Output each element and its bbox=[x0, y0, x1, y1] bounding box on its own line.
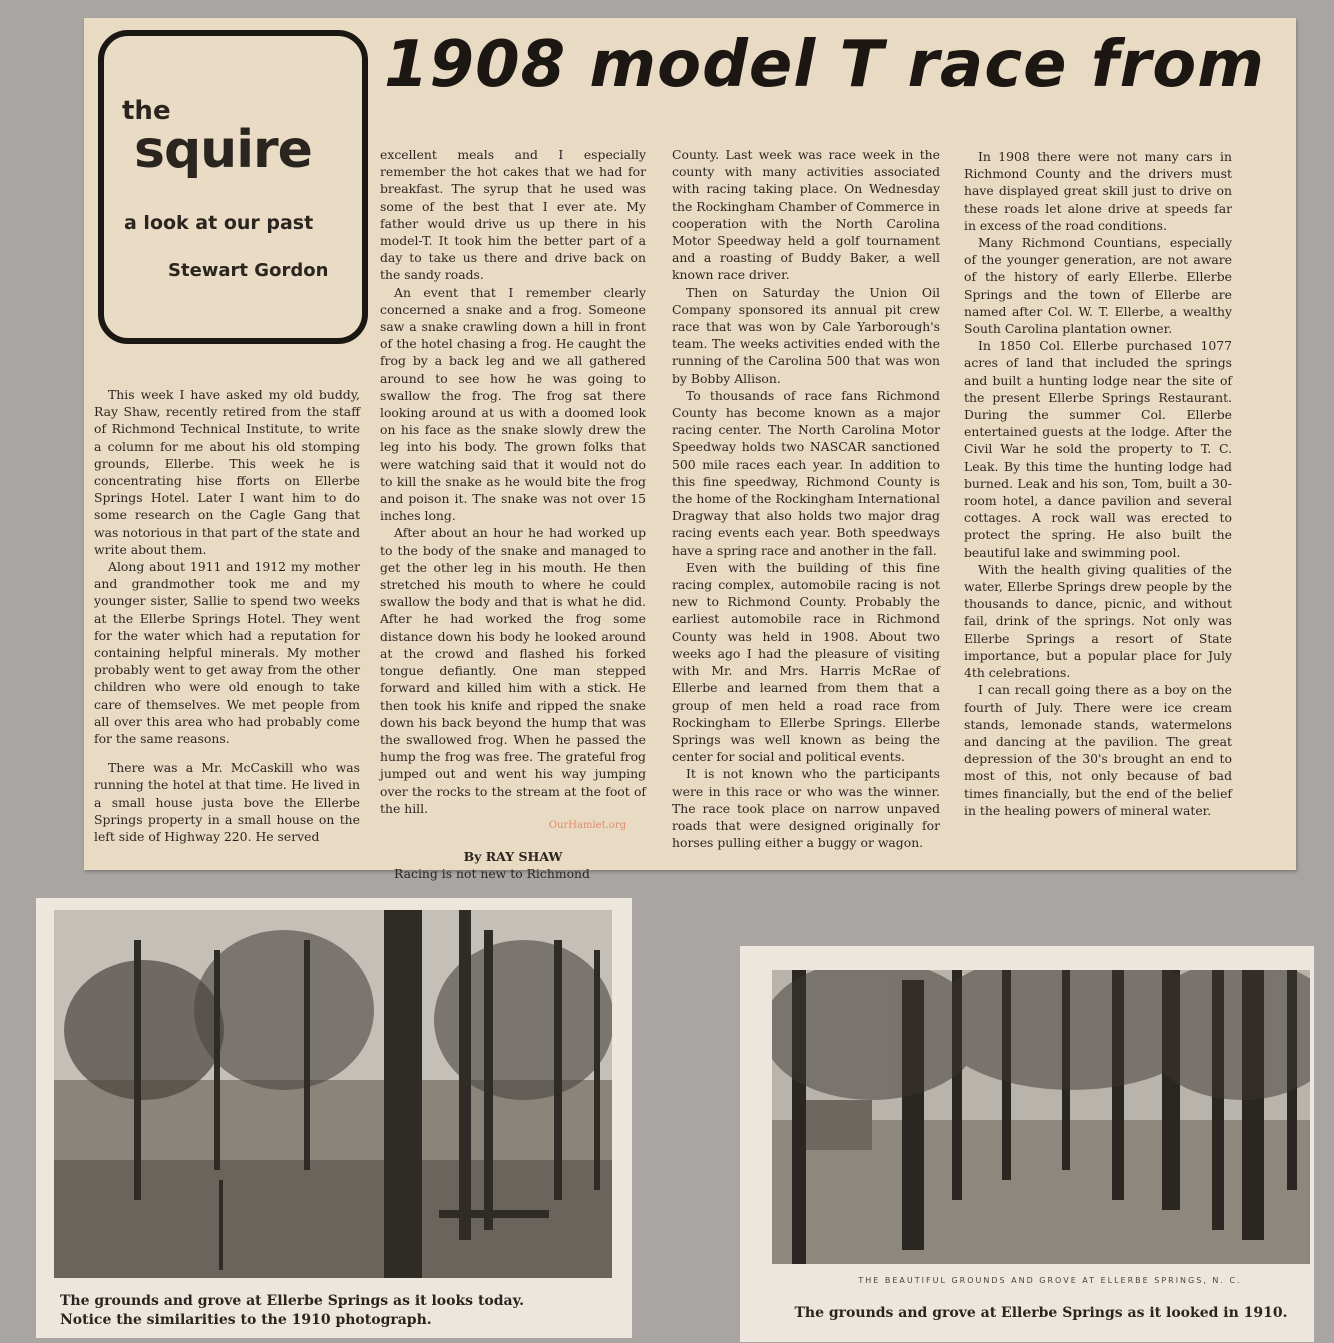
newspaper-article-clipping bbox=[84, 18, 1296, 882]
paragraph: Racing is not new to Richmond bbox=[394, 866, 590, 882]
column-logo-the: the bbox=[122, 96, 171, 126]
text-column-1 bbox=[94, 386, 360, 845]
text-column-4 bbox=[964, 148, 1232, 819]
paragraph: County. Last week was race week in the county with many activities associated with racing taking place. On Wednesday the Rockingham Chamber of Commerce in cooperation with the North Carolina Motor Speedway held a golf tournament and a roasting of Buddy Baker, a well known race driver. bbox=[672, 147, 940, 283]
text-column-3 bbox=[672, 146, 940, 851]
paragraph: It is not known who the participants were in this race or who was the winner. The race took place on narrow unpaved roads that were designed originally for horses pulling either a buggy or wagon. bbox=[672, 766, 940, 851]
photo-caption-1910: The grounds and grove at Ellerbe Springs as it looked in 1910. bbox=[794, 1305, 1288, 1321]
headline: 1908 model T race from bbox=[384, 28, 1265, 102]
text-column-2 bbox=[380, 146, 646, 883]
paragraph: This week I have asked my old buddy, Ray Shaw, recently retired from the staff of Richmond Technical Institute, to write a column for me about his old stomping grounds, Ellerbe. This week he is concentrating hise fforts on Ellerbe Springs Hotel. Later I want him to do some research on the Cagle Gang that was notorious in that part of the state and write about them. bbox=[94, 387, 360, 557]
paragraph: With the health giving qualities of the water, Ellerbe Springs drew people by the thousands to dance, picnic, and without fail, drink of the springs. Not only was Ellerbe Springs a resort of State importance, but a popular place for July 4th celebrations. bbox=[964, 561, 1232, 681]
column-author: Stewart Gordon bbox=[168, 260, 329, 281]
column-tagline: a look at our past bbox=[124, 212, 314, 234]
section-byline: By RAY SHAW bbox=[463, 849, 563, 865]
grove-photo-1910 bbox=[772, 970, 1310, 1264]
paragraph: Even with the building of this fine racing complex, automobile racing is not new to Richmond County. Probably the earliest automobile race in Richmond County was held in 1908. About two weeks ago I had the pleasure of visiting with Mr. and Mrs. Harris McRae of Ellerbe and learned from them that a group of men held a road race from Rockingham to Ellerbe Springs. Ellerbe Springs was well known as being the center for social and political events. bbox=[672, 559, 940, 765]
photo-clipping-today bbox=[36, 898, 632, 1338]
paragraph: After about an hour he had worked up to the body of the snake and managed to get the other leg in his mouth. He then stretched his mouth to where he could swallow the body and that is what he did. After he had worked the frog some distance down his body he looked around at the crowd and flashed his forked tongue defiantly. One man stepped forward and killed him with a stick. He then took his knife and ripped the snake down his back beyond the hump that was the swallowed frog. When he passed the hump the frog was free. The grateful frog jumped out and went his way jumping over the rocks to the stream at the foot of the hill. bbox=[380, 525, 646, 816]
paragraph: Many Richmond Countians, especially of the younger generation, are not aware of the history of early Ellerbe. Ellerbe Springs and the town of Ellerbe are named after Col. W. T. Ellerbe, a wealthy South Carolina plantation owner. bbox=[964, 235, 1232, 337]
photo-clipping-1910 bbox=[740, 946, 1314, 1342]
watermark-text: OurHamlet.org bbox=[548, 819, 626, 831]
caption-line: Notice the similarities to the 1910 photograph. bbox=[60, 1312, 432, 1328]
paragraph: excellent meals and I especially remember the hot cakes that we had for breakfast. The syrup that he used was some of the best that I ever ate. My father would drive us up there in his model-T. It took him the better part of a day to take us there and drive back on the sandy roads. bbox=[380, 147, 646, 283]
grove-photo-today bbox=[54, 910, 612, 1278]
paragraph: Then on Saturday the Union Oil Company sponsored its annual pit crew race that was won by Cale Yarborough's team. The weeks activities ended with the running of the Carolina 500 that was won by Bobby Allison. bbox=[672, 284, 940, 386]
paragraph: In 1850 Col. Ellerbe purchased 1077 acres of land that included the springs and built a hunting lodge near the site of the present Ellerbe Springs Restaurant. During the summer Col. Ellerbe entertained guests at the lodge. After the Civil War he sold the property to T. C. Leak. By this time the hunting lodge had burned. Leak and his son, Tom, built a 30-room hotel, a dance pavilion and several cottages. A rock wall was erected to protect the spring. He also built the beautiful lake and swimming pool. bbox=[964, 338, 1232, 560]
paragraph: To thousands of race fans Richmond County has become known as a major racing center. The North Carolina Motor Speedway holds two NASCAR sanctioned 500 mile races each year. In addition to this fine speedway, Richmond County is the home of the Rockingham International Dragway that also holds two major drag racing events each year. Both speedways have a spring race and another in the fall. bbox=[672, 387, 940, 558]
paragraph: I can recall going there as a boy on the fourth of July. There were ice cream stands, lemonade stands, watermelons and dancing at the pavilion. The great depression of the 30's brought an end to most of this, not only because of bad times financially, but the end of the belief in the healing powers of mineral water. bbox=[964, 682, 1232, 818]
paragraph: In 1908 there were not many cars in Richmond County and the drivers must have displayed great skill just to drive on these roads let alone drive at speeds far in excess of the road conditions. bbox=[964, 149, 1232, 233]
printed-photo-caption: THE BEAUTIFUL GROUNDS AND GROVE AT ELLERBE SPRINGS, N. C. bbox=[858, 1276, 1242, 1285]
caption-line: The grounds and grove at Ellerbe Springs as it looks today. bbox=[60, 1293, 525, 1309]
paragraph: An event that I remember clearly concerned a snake and a frog. Someone saw a snake crawling down a hill in front of the hotel chasing a frog. He caught the frog by a back leg and we all gathered around to see how he was going to swallow the frog. The frog sat there looking around at us with a doomed look on his face as the snake slowly drew the leg into his body. The grown folks that were watching said that it would not do to kill the snake as he would bite the frog and poison it. The snake was not over 15 inches long. bbox=[380, 284, 646, 524]
column-logo-name: squire bbox=[134, 120, 312, 180]
photo-caption-today bbox=[60, 1292, 620, 1330]
paragraph: Along about 1911 and 1912 my mother and grandmother took me and my younger sister, Sallie to spend two weeks at the Ellerbe Springs Hotel. They went for the water which had a reputation for containing helpful minerals. My mother probably went to get away from the other children who were old enough to take care of themselves. We met people from all over this area who had probably come for the same reasons. bbox=[94, 559, 360, 747]
paragraph: There was a Mr. McCaskill who was running the hotel at that time. He lived in a small house justa bove the Ellerbe Springs property in a small house on the left side of Highway 220. He served bbox=[94, 760, 360, 845]
column-logo-box bbox=[98, 30, 368, 344]
